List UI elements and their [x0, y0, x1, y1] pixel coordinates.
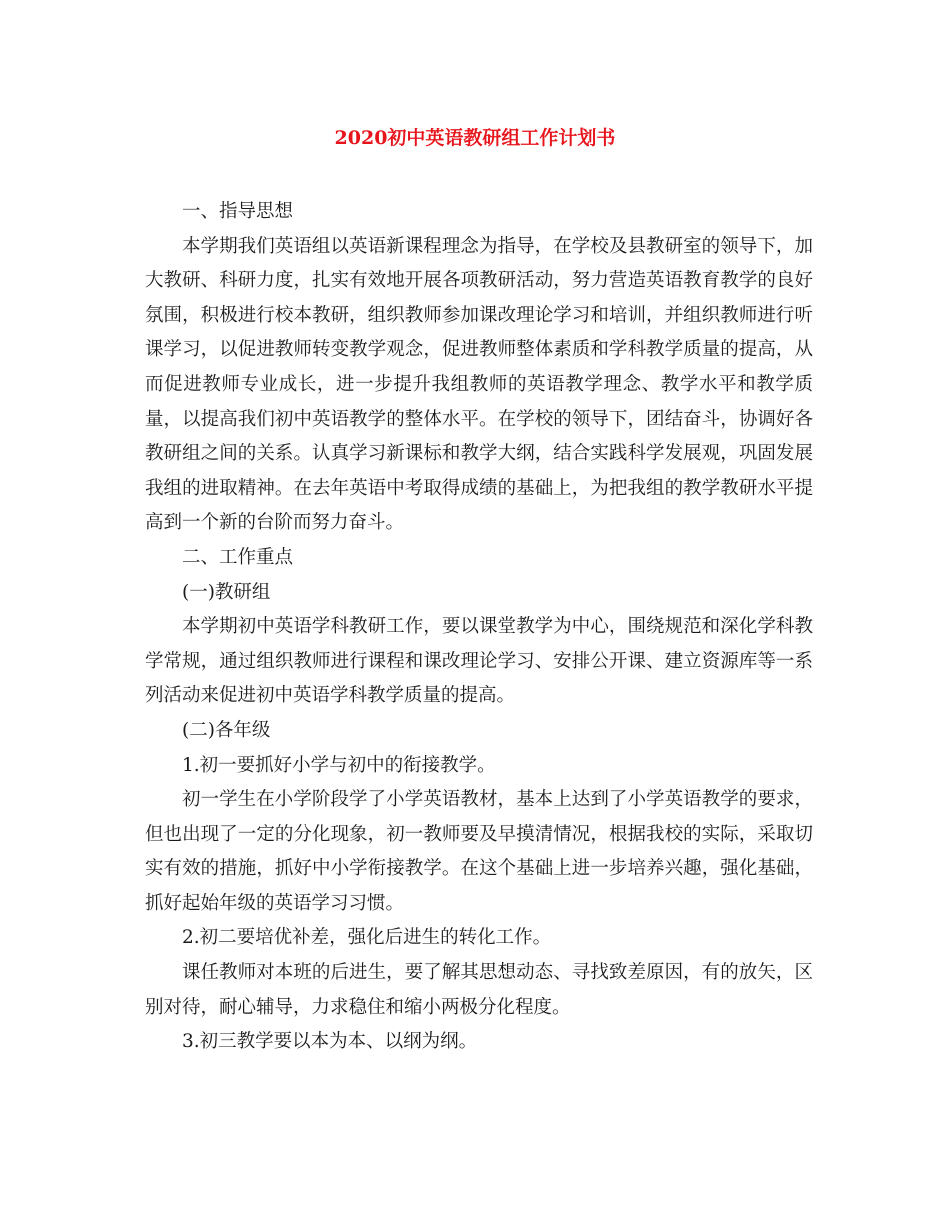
document-body — [145, 195, 813, 1060]
item-heading-grade-seven: 1.初一要抓好小学与初中的衔接教学。 — [182, 754, 496, 776]
paragraph-grade-eight: 课任教师对本班的后进生，要了解其思想动态、寻找致差原因，有的放矢，区别对待，耐心辅导，力求稳住和缩小两极分化程度。 — [145, 962, 813, 1018]
item-heading-grade-eight: 2.初二要培优补差，强化后进生的转化工作。 — [182, 927, 552, 949]
section-heading-guiding-ideology: 一、指导思想 — [182, 201, 294, 222]
paragraph-guiding-ideology: 本学期我们英语组以英语新课程理念为指导，在学校及县教研室的领导下，加大教研、科研力度，扎实有效地开展各项教研活动，努力营造英语教育教学的良好氛围，积极进行校本教研，组织教师参加课改理论学习和培训，并组织教师进行听课学习，以促进教师转变教学观念，促进教师整体素质和学科教学质量的提高，从而促进教师专业成长，进一步提升我组教师的英语教学理念、教学水平和教学质量，以提高我们初中英语教学的整体水平。在学校的领导下，团结奋斗，协调好各教研组之间的关系。认真学习新课标和教学大纲，结合实践科学发展观，巩固发展我组的进取精神。在去年英语中考取得成绩的基础上，为把我组的教学教研水平提高到一个新的台阶而努力奋斗。 — [145, 235, 813, 534]
subsection-heading-research-group: (一)教研组 — [182, 581, 271, 603]
paragraph-grade-seven: 初一学生在小学阶段学了小学英语教材，基本上达到了小学英语教学的要求，但也出现了一定的分化现象，初一教师要及早摸清情况，根据我校的实际，采取切实有效的措施，抓好中小学衔接教学。在这个基础上进一步培养兴趣，强化基础，抓好起始年级的英语学习习惯。 — [145, 789, 813, 914]
section-heading-work-focus: 二、工作重点 — [182, 546, 294, 568]
paragraph-research-group: 本学期初中英语学科教研工作，要以课堂教学为中心，围绕规范和深化学科教学常规，通过组织教师进行课程和课改理论学习、安排公开课、建立资源库等一系列活动来促进初中英语学科教学质量的提高。 — [145, 616, 813, 707]
subsection-heading-grades: (二)各年级 — [182, 719, 271, 741]
item-heading-grade-nine: 3.初三教学要以本为本、以纲为纲。 — [182, 1031, 478, 1053]
document-title: 2020初中英语教研组工作计划书 — [334, 127, 616, 149]
